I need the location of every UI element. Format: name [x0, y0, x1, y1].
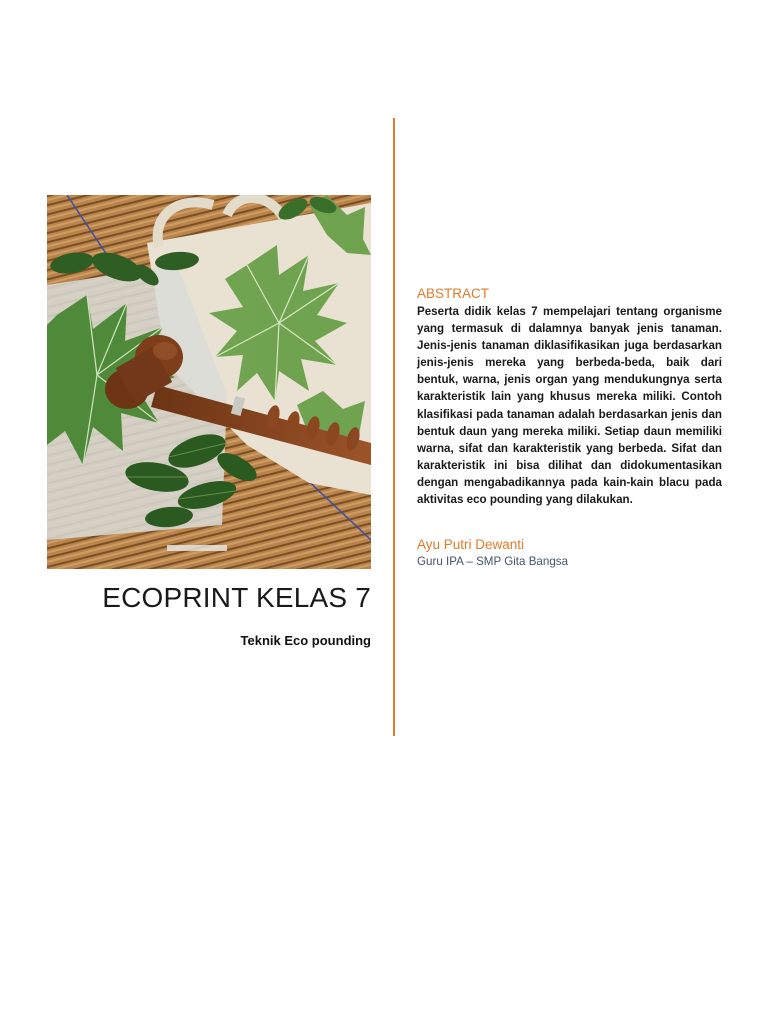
abstract-body: Peserta didik kelas 7 mempelajari tentang organisme yang termasuk di dalamnya banyak jenis tanaman. Jenis-jenis tanaman diklasifikasikan juga berdasarkan jenis-jenis mereka yang berbeda-beda, baik dari bentuk, warna, jenis organ yang mendukungnya serta karakteristik lain yang khusus mereka miliki. Contoh klasifikasi pada tanaman adalah berdasarkan jenis dan bentuk daun yang mereka miliki. Setiap daun memiliki warna, sifat dan karakteristik yang berbeda. Sifat dan karakteristik ini bisa dilihat dan didokumentasikan dengan mengabadikannya pada kain-kain blacu pada aktivitas eco pounding yang dilakukan.	[417, 305, 722, 507]
cover-photo	[47, 195, 371, 569]
document-subtitle: Teknik Eco pounding	[240, 633, 371, 648]
author-name: Ayu Putri Dewanti	[417, 537, 525, 552]
ecoprint-photo-illustration	[47, 195, 371, 569]
abstract-heading: ABSTRACT	[417, 286, 490, 301]
author-role: Guru IPA – SMP Gita Bangsa	[417, 555, 569, 568]
document-title: ECOPRINT KELAS 7	[102, 582, 371, 613]
vertical-divider	[393, 118, 395, 736]
